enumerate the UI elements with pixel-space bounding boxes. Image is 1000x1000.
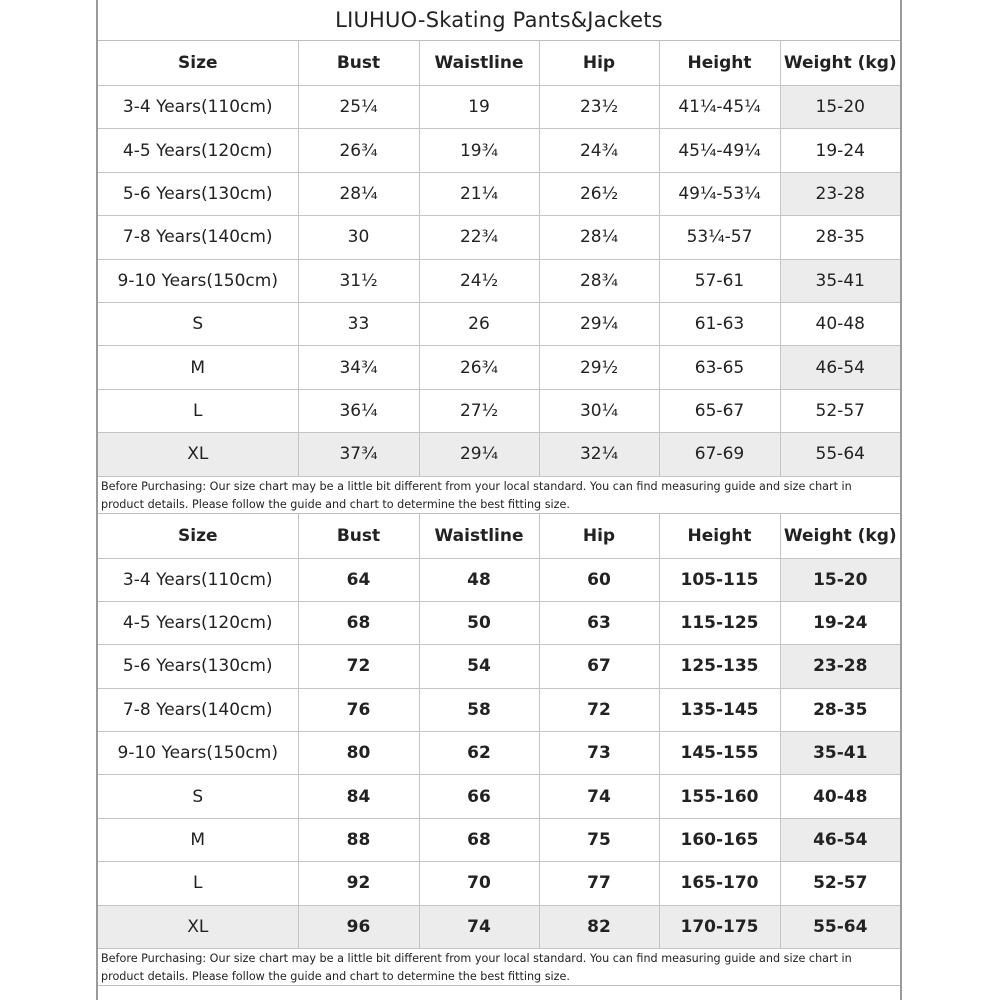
table-row (98, 645, 900, 688)
value-cell: 84 (298, 775, 419, 818)
value-cell: 19 (419, 86, 539, 129)
value-cell: 19-24 (780, 129, 900, 172)
value-cell: 15-20 (780, 558, 900, 601)
value-cell: 64 (298, 558, 419, 601)
value-cell: 26½ (539, 172, 659, 215)
value-cell: 115-125 (659, 601, 780, 644)
value-cell: 25¼ (298, 86, 419, 129)
table-row (98, 558, 900, 601)
value-cell: 23-28 (780, 645, 900, 688)
size-cell: 5-6 Years(130cm) (98, 645, 298, 688)
value-cell: 75 (539, 818, 659, 861)
value-cell: 58 (419, 688, 539, 731)
size-cell: 9-10 Years(150cm) (98, 259, 298, 302)
value-cell: 46-54 (780, 818, 900, 861)
value-cell: 82 (539, 905, 659, 948)
table-row (98, 688, 900, 731)
size-cell: M (98, 346, 298, 389)
header-bust: Bust (298, 514, 419, 559)
value-cell: 96 (298, 905, 419, 948)
size-cell: 7-8 Years(140cm) (98, 688, 298, 731)
table-row (98, 302, 900, 345)
table-header-row (98, 41, 900, 86)
purchase-note: Before Purchasing: Our size chart may be a little bit different from your local standard. You can find measuring guide and size chart in product details. Please follow the guide and chart to determine the best fitting size. (98, 477, 900, 514)
value-cell: 76 (298, 688, 419, 731)
value-cell: 55-64 (780, 905, 900, 948)
value-cell: 50 (419, 601, 539, 644)
size-cell: 4-5 Years(120cm) (98, 601, 298, 644)
value-cell: 28¼ (539, 216, 659, 259)
size-cell: S (98, 775, 298, 818)
table-header-row (98, 514, 900, 559)
value-cell: 52-57 (780, 862, 900, 905)
value-cell: 55-64 (780, 433, 900, 476)
value-cell: 74 (419, 905, 539, 948)
size-cell: 7-8 Years(140cm) (98, 216, 298, 259)
value-cell: 34¾ (298, 346, 419, 389)
table-row (98, 775, 900, 818)
purchase-note: Before Purchasing: Our size chart may be a little bit different from your local standard. You can find measuring guide and size chart in product details. Please follow the guide and chart to determine the best fitting size. (98, 949, 900, 986)
size-cell: XL (98, 433, 298, 476)
value-cell: 29¼ (539, 302, 659, 345)
value-cell: 19¾ (419, 129, 539, 172)
table-row (98, 905, 900, 948)
value-cell: 41¼-45¼ (659, 86, 780, 129)
value-cell: 37¾ (298, 433, 419, 476)
table-row (98, 172, 900, 215)
value-cell: 61-63 (659, 302, 780, 345)
header-height: Height (659, 41, 780, 86)
size-cell: 4-5 Years(120cm) (98, 129, 298, 172)
value-cell: 145-155 (659, 732, 780, 775)
table-row (98, 389, 900, 432)
value-cell: 70 (419, 862, 539, 905)
value-cell: 40-48 (780, 302, 900, 345)
table-row (98, 601, 900, 644)
value-cell: 60 (539, 558, 659, 601)
table-row (98, 862, 900, 905)
value-cell: 72 (539, 688, 659, 731)
value-cell: 15-20 (780, 86, 900, 129)
value-cell: 77 (539, 862, 659, 905)
table-row (98, 818, 900, 861)
value-cell: 54 (419, 645, 539, 688)
value-cell: 28¼ (298, 172, 419, 215)
header-bust: Bust (298, 41, 419, 86)
value-cell: 62 (419, 732, 539, 775)
value-cell: 32¼ (539, 433, 659, 476)
value-cell: 22¾ (419, 216, 539, 259)
value-cell: 135-145 (659, 688, 780, 731)
value-cell: 80 (298, 732, 419, 775)
value-cell: 35-41 (780, 259, 900, 302)
value-cell: 28-35 (780, 688, 900, 731)
value-cell: 155-160 (659, 775, 780, 818)
table-row (98, 732, 900, 775)
size-cell: M (98, 818, 298, 861)
value-cell: 26¾ (298, 129, 419, 172)
value-cell: 66 (419, 775, 539, 818)
cm-size-table (98, 514, 900, 950)
table-row (98, 216, 900, 259)
value-cell: 67 (539, 645, 659, 688)
value-cell: 23½ (539, 86, 659, 129)
size-chart (96, 0, 902, 1000)
value-cell: 29¼ (419, 433, 539, 476)
value-cell: 30¼ (539, 389, 659, 432)
value-cell: 46-54 (780, 346, 900, 389)
value-cell: 92 (298, 862, 419, 905)
size-cell: 5-6 Years(130cm) (98, 172, 298, 215)
value-cell: 68 (419, 818, 539, 861)
value-cell: 49¼-53¼ (659, 172, 780, 215)
header-waistline: Waistline (419, 514, 539, 559)
value-cell: 63-65 (659, 346, 780, 389)
value-cell: 57-61 (659, 259, 780, 302)
header-weight: Weight (kg) (780, 41, 900, 86)
value-cell: 21¼ (419, 172, 539, 215)
value-cell: 68 (298, 601, 419, 644)
value-cell: 33 (298, 302, 419, 345)
value-cell: 170-175 (659, 905, 780, 948)
value-cell: 26¾ (419, 346, 539, 389)
value-cell: 53¼-57 (659, 216, 780, 259)
value-cell: 52-57 (780, 389, 900, 432)
value-cell: 35-41 (780, 732, 900, 775)
value-cell: 88 (298, 818, 419, 861)
value-cell: 67-69 (659, 433, 780, 476)
value-cell: 27½ (419, 389, 539, 432)
header-hip: Hip (539, 514, 659, 559)
value-cell: 72 (298, 645, 419, 688)
table-row (98, 433, 900, 476)
size-cell: L (98, 389, 298, 432)
page-title: LIUHUO-Skating Pants&Jackets (98, 0, 900, 41)
value-cell: 165-170 (659, 862, 780, 905)
value-cell: 31½ (298, 259, 419, 302)
header-weight: Weight (kg) (780, 514, 900, 559)
value-cell: 29½ (539, 346, 659, 389)
table-row (98, 346, 900, 389)
header-size: Size (98, 514, 298, 559)
size-cell: 3-4 Years(110cm) (98, 86, 298, 129)
inch-size-table (98, 41, 900, 477)
value-cell: 73 (539, 732, 659, 775)
value-cell: 26 (419, 302, 539, 345)
value-cell: 63 (539, 601, 659, 644)
table-row (98, 259, 900, 302)
size-cell: L (98, 862, 298, 905)
value-cell: 30 (298, 216, 419, 259)
value-cell: 125-135 (659, 645, 780, 688)
header-height: Height (659, 514, 780, 559)
cm-table-body (98, 558, 900, 949)
table-row (98, 86, 900, 129)
value-cell: 160-165 (659, 818, 780, 861)
value-cell: 36¼ (298, 389, 419, 432)
value-cell: 105-115 (659, 558, 780, 601)
size-cell: 9-10 Years(150cm) (98, 732, 298, 775)
header-waistline: Waistline (419, 41, 539, 86)
value-cell: 48 (419, 558, 539, 601)
value-cell: 40-48 (780, 775, 900, 818)
value-cell: 28¾ (539, 259, 659, 302)
size-cell: 3-4 Years(110cm) (98, 558, 298, 601)
value-cell: 23-28 (780, 172, 900, 215)
value-cell: 74 (539, 775, 659, 818)
value-cell: 65-67 (659, 389, 780, 432)
header-size: Size (98, 41, 298, 86)
size-cell: S (98, 302, 298, 345)
table-row (98, 129, 900, 172)
value-cell: 24½ (419, 259, 539, 302)
value-cell: 24¾ (539, 129, 659, 172)
inch-table-body (98, 86, 900, 477)
value-cell: 45¼-49¼ (659, 129, 780, 172)
size-cell: XL (98, 905, 298, 948)
value-cell: 19-24 (780, 601, 900, 644)
header-hip: Hip (539, 41, 659, 86)
value-cell: 28-35 (780, 216, 900, 259)
